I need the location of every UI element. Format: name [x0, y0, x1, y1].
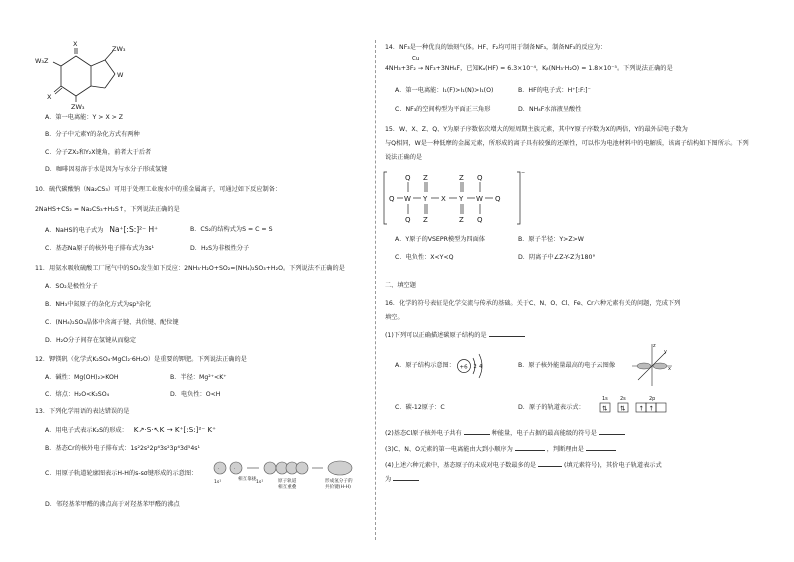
q16-part2	[385, 428, 625, 438]
q10-option-c: C．基态Na原子的核外电子排布式为3s¹	[45, 245, 155, 252]
q16-stem-line1: 16．化学的符号表征是化学交流与传承的基础。关于C、N、O、Cl、Fe、Cr六种元素有关的问题，完成下列	[385, 300, 681, 307]
q10-option-a	[45, 225, 158, 235]
svg-text:X: X	[441, 195, 446, 203]
q13-label-1s-left: 1s¹	[214, 480, 222, 485]
axis-label-x: x	[668, 366, 671, 372]
struct-label-zw3-top: ZW₃	[112, 45, 126, 53]
q14-option-c: C．NF₃的空间构型为平面正三角形	[395, 106, 491, 113]
q16-part4-blank-2[interactable]	[393, 474, 419, 481]
svg-text:·: ·	[234, 466, 236, 471]
q13-label-approach: 相互靠拢	[238, 477, 257, 482]
q16-part2-text-b: 种能量，电子占据的最高能级的符号是	[491, 430, 597, 437]
q10-option-b: B．CS₂的结构式为S = C = S	[190, 226, 273, 233]
struct-label-w: W	[117, 71, 124, 79]
q16-part2-blank-2[interactable]	[599, 428, 625, 435]
orbital-2s-electrons: ⇅	[620, 404, 626, 413]
q12-stem: 12．钾镁矾（化学式K₂SO₄·MgCl₂·6H₂O）是重要的钾肥。下列说法正确的是	[35, 356, 247, 363]
q13-stem: 13．下列化学用语的表达错误的是	[35, 408, 130, 415]
q10-stem: 10．硫代碳酸钠（Na₂CS₃）可用于处理工业废水中的重金属离子，可通过如下反应制备：	[35, 186, 282, 193]
q15-anion-structure	[383, 168, 543, 228]
q16-part4	[385, 460, 662, 470]
orbital-1s-electrons: ⇅	[602, 404, 608, 413]
struct-label-x-left: X	[47, 93, 52, 101]
q16-part1-text: (1)下列可以正确描述碳原子结构的是	[385, 332, 487, 339]
q13-label-bond2: 共价键(H-H)	[325, 485, 351, 490]
p-orbital-cloud-diagram	[630, 340, 674, 390]
q15-option-a: A．Y原子的VSEPR模型为四面体	[395, 236, 485, 243]
axis-label-z: z	[653, 343, 656, 349]
q16-part2-text: (2)基态Cl原子核外电子共有	[385, 430, 462, 437]
q10-option-a-formula: Na⁺[:S:]²⁻ H⁺	[109, 225, 159, 234]
q15-option-b: B．原子半径：Y>Z>W	[518, 236, 584, 243]
q12-option-c: C．熔点：H₂O<K₂SO₄	[45, 391, 110, 398]
q13-label-1s-right: 1s¹	[256, 480, 264, 485]
q16-option-c-text: C．碳-12原子：C	[395, 404, 445, 411]
q13-option-b: B．基态Cr的核外电子排布式：1s²2s²2p⁶3s²3p⁶3d⁵4s¹	[45, 445, 200, 452]
q10-option-a-text: A．NaHS的电子式为	[45, 227, 104, 234]
q14-option-a: A．第一电离能：I₁(F)>I₁(N)>I₁(O)	[395, 87, 494, 94]
struct-label-zw3-bottom: ZW₃	[71, 103, 85, 111]
q16-part4-blank-1[interactable]	[538, 460, 562, 467]
q11-option-a: A．SO₂是极性分子	[45, 283, 98, 290]
q16-option-a-text: A．原子结构示意图：	[395, 362, 455, 369]
q16-option-b-text: B．原子核外能量最高的电子云图像	[518, 362, 616, 369]
q9-option-c: C．分子ZX₂和Y₂X键角，前者大于后者	[45, 149, 152, 156]
svg-text:Z: Z	[459, 174, 464, 182]
q13-label-overlap: 相互重叠	[278, 485, 297, 490]
q15-stem-line3: 说法正确的是	[385, 154, 423, 161]
svg-text:Q: Q	[495, 195, 501, 203]
q16-part2-blank-1[interactable]	[464, 428, 490, 435]
shell1-electrons: 2	[473, 364, 477, 370]
q16-part4-text-b: (填元素符号)，其价电子轨道表示式	[564, 462, 662, 469]
svg-text:Q: Q	[477, 216, 483, 224]
svg-text:Q: Q	[477, 174, 483, 182]
q10-equation: 2NaHS+CS₂ = Na₂CS₃+H₂S↑，下列说法正确的是	[35, 206, 180, 213]
q13-option-c: C．用原子轨道轮廓图表示H-H的s-sσ键形成的示意图：	[45, 470, 198, 477]
q14-equation: 4NH₃+3F₂ → NF₃+3NH₄F，已知Kₐ(HF) = 6.3×10⁻⁴，Kᵦ(NH₃·H₂O) = 1.8×10⁻⁵。下列说法正确的是	[385, 65, 673, 72]
column-divider	[375, 40, 376, 540]
q16-part1-answer-blank[interactable]	[489, 330, 525, 337]
q14-option-d: D．NH₄F水溶液呈酸性	[518, 106, 582, 113]
q11-option-b: B．NH₃中氮原子的杂化方式为sp³杂化	[45, 301, 152, 308]
svg-text:Z: Z	[423, 174, 428, 182]
struct-label-w3z: W₃Z	[35, 57, 49, 65]
axis-label-y: y	[664, 349, 667, 355]
nucleus-charge: +6	[459, 364, 468, 371]
q16-part4-text-c: 为	[385, 476, 392, 483]
q13-sigma-bond-diagram	[212, 459, 372, 495]
q9-option-b: B．分子中元素Y的杂化方式有两种	[45, 131, 140, 138]
q13-label-bond1: 形成氢分子的	[325, 479, 353, 484]
q12-option-d: D．电负性：O<H	[170, 391, 221, 398]
q14-catalyst: Cu	[412, 56, 420, 62]
q11-stem: 11．用氨水吸收硫酸工厂尾气中的SO₂发生如下反应：2NH₃·H₂O+SO₂=(NH₄)₂SO₃+H₂O。下列说法不正确的是	[35, 265, 345, 272]
q16-part3	[385, 444, 616, 454]
q12-option-b: B．半径：Mg²⁺<K⁺	[170, 374, 227, 381]
section-fill-in-blank: 二、填空题	[385, 282, 416, 289]
q13-label-orbital: 原子轨道	[278, 479, 297, 484]
q13-option-a-text: A．用电子式表示K₂S的形成：	[45, 427, 128, 434]
q16-part1	[385, 330, 525, 340]
svg-text:Y: Y	[423, 195, 428, 203]
q9-structure-diagram	[35, 38, 135, 110]
orbital-2p-electron-2: ↑	[648, 404, 654, 413]
q13-option-a-formula: K↗·S·↖K → K⁺[:S:]²⁻ K⁺	[133, 425, 216, 434]
q16-part3-text-b: ，判断理由是	[546, 446, 584, 453]
q10-option-d: D．H₂S为非极性分子	[190, 245, 250, 252]
q16-option-d-text: D．原子的轨道表示式：	[518, 404, 585, 411]
q16-part3-blank-1[interactable]	[515, 444, 545, 451]
orbital-label-1s: 1s	[602, 396, 608, 402]
q16-part4-line2	[385, 474, 419, 484]
q16-stem-line2: 填空。	[385, 314, 404, 321]
q13-option-a	[45, 425, 216, 435]
svg-text:Q: Q	[389, 195, 395, 203]
q15-option-c: C．电负性：X<Y<Q	[395, 254, 454, 261]
carbon-atom-structure-diagram	[455, 350, 495, 384]
q11-option-c: C．(NH₄)₂SO₃晶体中含离子键、共价键、配位键	[45, 319, 179, 326]
svg-text:Z: Z	[459, 216, 464, 224]
struct-label-x-top: X	[73, 40, 78, 48]
q9-option-d: D．咖啡因易溶于水是因为与水分子形成氢键	[45, 166, 168, 173]
q16-part4-text: (4)上述六种元素中，基态原子的未成对电子数最多的是	[385, 462, 537, 469]
shell2-electrons: 4	[479, 364, 483, 370]
svg-text:W: W	[476, 195, 483, 203]
svg-text:−: −	[521, 170, 526, 176]
orbital-label-2p: 2p	[649, 396, 656, 402]
q14-stem: 14．NF₃是一种优良的蚀刻气体。HF、F₂均可用于制备NF₃，制备NF₃的反应为：	[385, 44, 607, 51]
q11-option-d: D．H₂O分子间存在氢键从而稳定	[45, 337, 137, 344]
orbital-2p-electron-1: ↑	[638, 404, 644, 413]
q15-option-d: D．阴离子中∠Z-Y-Z为180°	[518, 254, 596, 261]
q16-part3-text: (3)C、N、O元素的第一电离能由大到小顺序为	[385, 446, 513, 453]
q14-option-b: B．HF的电子式：H⁺[:F:]⁻	[518, 87, 591, 94]
svg-text:Q: Q	[405, 174, 411, 182]
orbital-label-2s: 2s	[620, 396, 626, 402]
q13-option-d: D．邻羟基苯甲醛的沸点高于对羟基苯甲醛的沸点	[45, 501, 180, 508]
svg-text:Y: Y	[459, 195, 464, 203]
svg-text:W: W	[404, 195, 411, 203]
svg-text:Q: Q	[405, 216, 411, 224]
svg-text:Z: Z	[423, 216, 428, 224]
q12-option-a: A．碱性：Mg(OH)₂>KOH	[45, 374, 119, 381]
q15-stem-line2: 与Q相同，W是一种低摩的金属元素，所形成的离子具有较强的还原性，可以作为电池材料中的电解质，该离子结构如下图所示。下列	[385, 140, 749, 147]
svg-text:·: ·	[218, 466, 220, 471]
orbital-box-diagram	[594, 394, 684, 416]
q15-stem-line1: 15．W、X、Z、Q、Y为原子序数依次增大的短周期主族元素，其中Y原子序数为X的两倍，Y的最外层电子数为	[385, 126, 688, 133]
q16-part3-blank-2[interactable]	[586, 444, 616, 451]
q9-option-a: A．第一电离能：Y > X > Z	[45, 114, 124, 121]
